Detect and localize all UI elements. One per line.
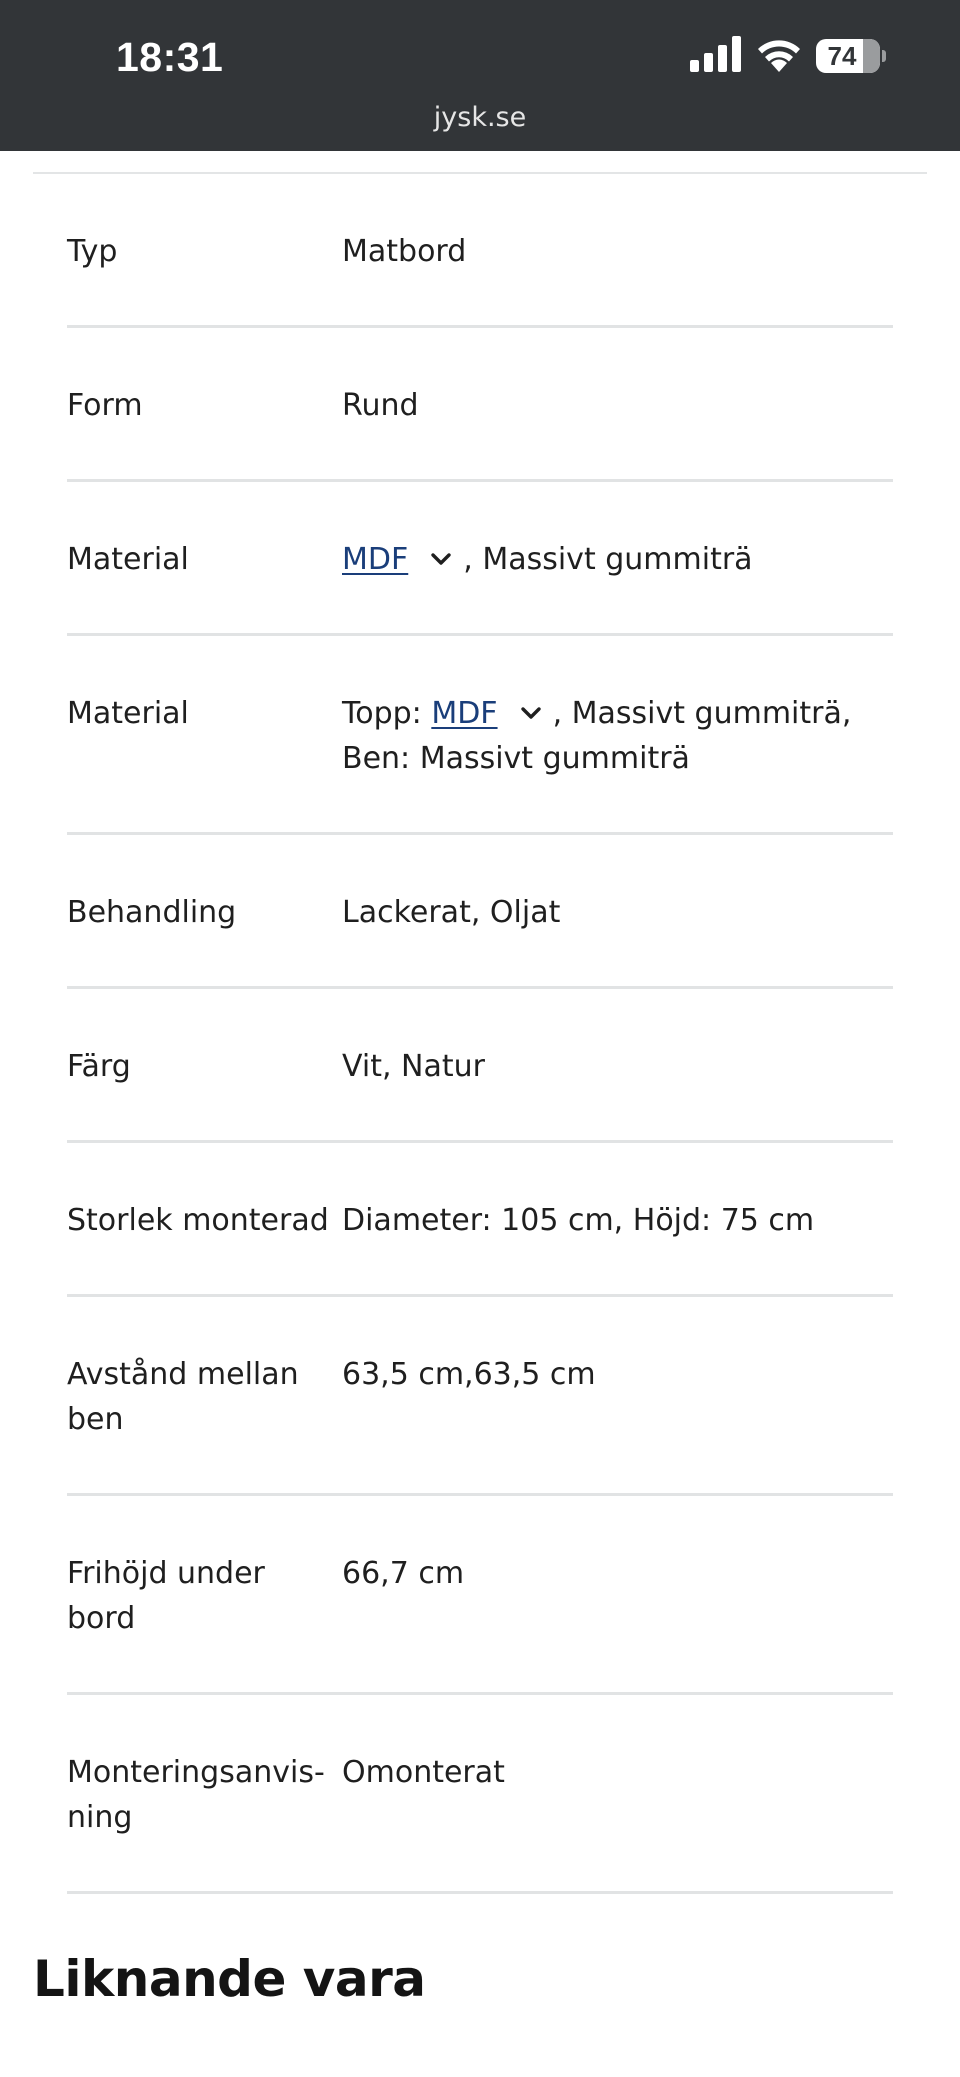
spec-label (67, 1750, 342, 1891)
spec-label (67, 1551, 342, 1692)
spec-row (67, 1297, 893, 1496)
battery-icon (816, 39, 886, 73)
spec-value: Rund (342, 388, 419, 423)
spec-value: Vit, Natur (342, 1049, 485, 1084)
spec-label: Form (67, 388, 143, 423)
spec-row (67, 328, 893, 482)
spec-table (67, 174, 893, 1894)
spec-label-line: Avstånd mellan (67, 1357, 299, 1392)
spec-value: Lackerat, Oljat (342, 895, 561, 930)
address-bar-url[interactable]: jysk.se (433, 102, 527, 133)
spec-value-text: , Massivt gummiträ, (552, 696, 852, 731)
status-bar (0, 0, 960, 151)
spec-value-prefix: Topp: (342, 696, 432, 731)
material-link-mdf[interactable]: MDF (342, 542, 409, 577)
spec-label-line: ben (67, 1402, 124, 1437)
spec-label (67, 1352, 342, 1493)
spec-row (67, 482, 893, 636)
spec-row (67, 835, 893, 989)
material-link-mdf[interactable]: MDF (431, 696, 498, 731)
spec-row (67, 636, 893, 835)
spec-row (67, 1695, 893, 1894)
spec-value-line2: Ben: Massivt gummiträ (342, 741, 690, 776)
spec-label: Material (67, 696, 189, 731)
spec-value: Matbord (342, 234, 467, 269)
spec-row (67, 1496, 893, 1695)
spec-value: 66,7 cm (342, 1556, 465, 1591)
wifi-icon (756, 36, 802, 72)
spec-label: Typ (67, 234, 118, 269)
spec-label: Storlek monterad (67, 1203, 329, 1238)
spec-label: Färg (67, 1049, 131, 1084)
cellular-signal-icon (690, 36, 742, 72)
spec-value: Diameter: 105 cm, Höjd: 75 cm (342, 1203, 815, 1238)
spec-row (67, 1143, 893, 1297)
spec-row (67, 174, 893, 328)
chevron-down-icon[interactable] (430, 548, 452, 570)
spec-value-text: , Massivt gummiträ (463, 542, 753, 577)
spec-value: Omonterat (342, 1755, 505, 1790)
status-time: 18:31 (116, 34, 224, 80)
spec-label-line: bord (67, 1601, 136, 1636)
spec-label: Behandling (67, 895, 237, 930)
spec-row (67, 989, 893, 1143)
spec-value (342, 537, 893, 633)
spec-label-line: ning (67, 1800, 133, 1835)
spec-value: 63,5 cm,63,5 cm (342, 1357, 596, 1392)
spec-label: Material (67, 542, 189, 577)
spec-label-line: Monteringsanvis- (67, 1755, 325, 1790)
spec-value (342, 691, 893, 832)
battery-level: 74 (827, 41, 857, 71)
section-title-similar-products: Liknande vara (33, 1950, 426, 2008)
spec-label-line: Frihöjd under (67, 1556, 265, 1591)
chevron-down-icon[interactable] (520, 702, 542, 724)
